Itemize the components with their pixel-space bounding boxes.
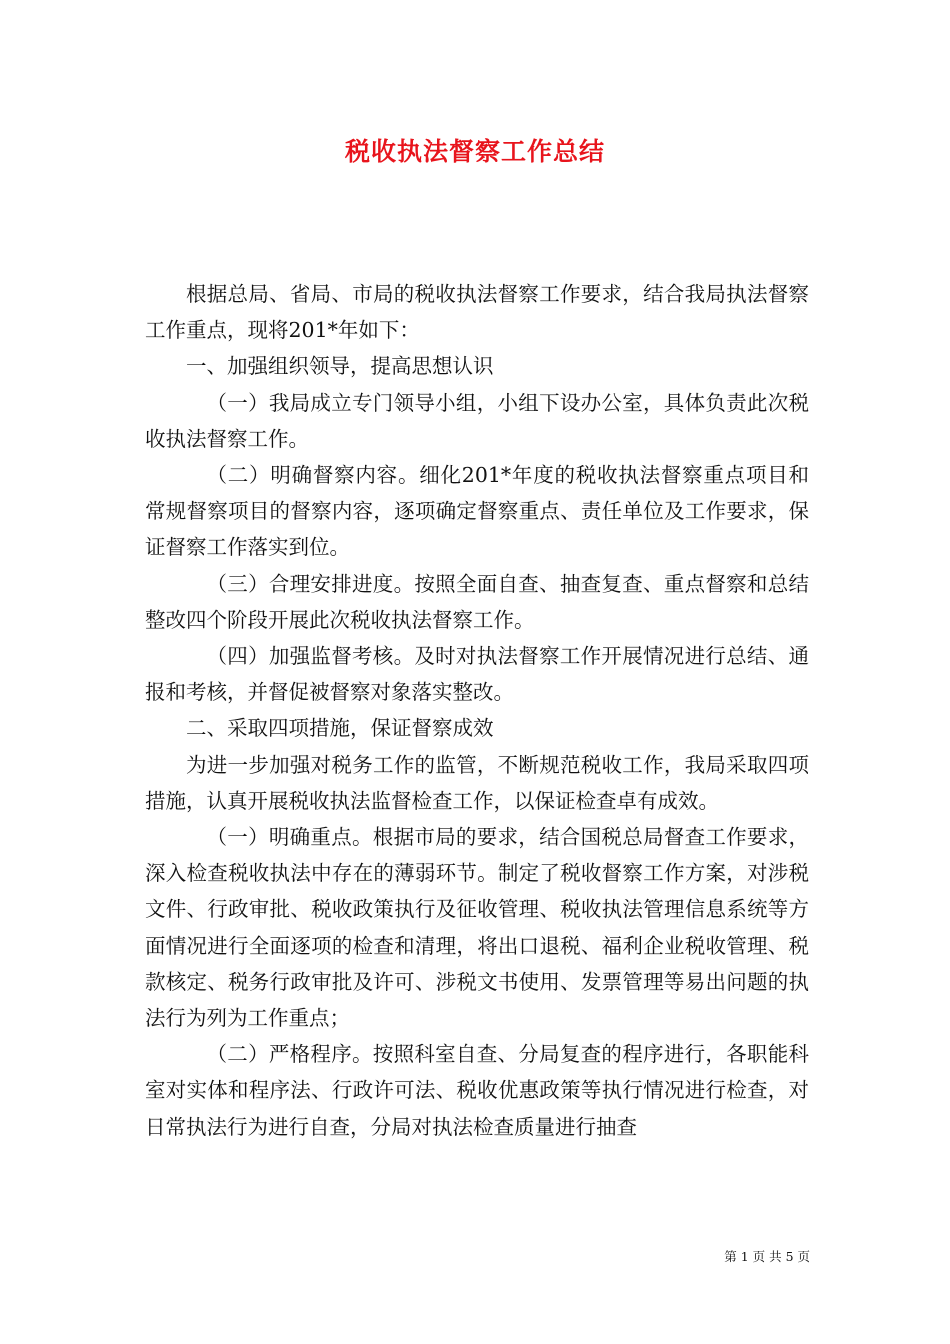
heading-section-2: 二、采取四项措施，保证督察成效 — [186, 716, 494, 741]
paragraph-1-2: （二）明确督察内容。细化201*年度的税收执法督察重点项目和常规督察项目的督察内容，逐项确定督察重点、责任单位及工作要求，保证督察工作落实到位。 — [145, 463, 809, 560]
paragraph-intro: 根据总局、省局、市局的税收执法督察工作要求，结合我局执法督察工作重点，现将201*年如下： — [145, 282, 809, 343]
paragraph-2-intro: 为进一步加强对税务工作的监管，不断规范税收工作，我局采取四项措施，认真开展税收执法监督检查工作，以保证检查卓有成效。 — [145, 752, 809, 813]
paragraph-2-2: （二）严格程序。按照科室自查、分局复查的程序进行，各职能科室对实体和程序法、行政许可法、税收优惠政策等执行情况进行检查，对日常执法行为进行自查，分局对执法检查质量进行抽查 — [145, 1042, 809, 1139]
paragraph-1-3: （三）合理安排进度。按照全面自查、抽查复查、重点督察和总结整改四个阶段开展此次税收执法督察工作。 — [145, 571, 809, 632]
document-title: 税收执法督察工作总结 — [344, 137, 605, 166]
page-number: 第 1 页 共 5 页 — [724, 1249, 810, 1264]
paragraph-1-1: （一）我局成立专门领导小组，小组下设办公室，具体负责此次税收执法督察工作。 — [145, 390, 809, 451]
paragraph-2-1: （一）明确重点。根据市局的要求，结合国税总局督查工作要求，深入检查税收执法中存在的薄弱环节。制定了税收督察工作方案，对涉税文件、行政审批、税收政策执行及征收管理、税收执法管理信息系统等方面情况进行全面逐项的检查和清理，将出口退税、福利企业税收管理、税款核定、税务行政审批及许可、涉税文书使用、发票管理等易出问题的执法行为列为工作重点； — [145, 825, 809, 1031]
document-body — [145, 276, 809, 1145]
paragraph-1-4: （四）加强监督考核。及时对执法督察工作开展情况进行总结、通报和考核，并督促被督察对象落实整改。 — [145, 644, 809, 705]
heading-section-1: 一、加强组织领导，提高思想认识 — [186, 354, 494, 379]
